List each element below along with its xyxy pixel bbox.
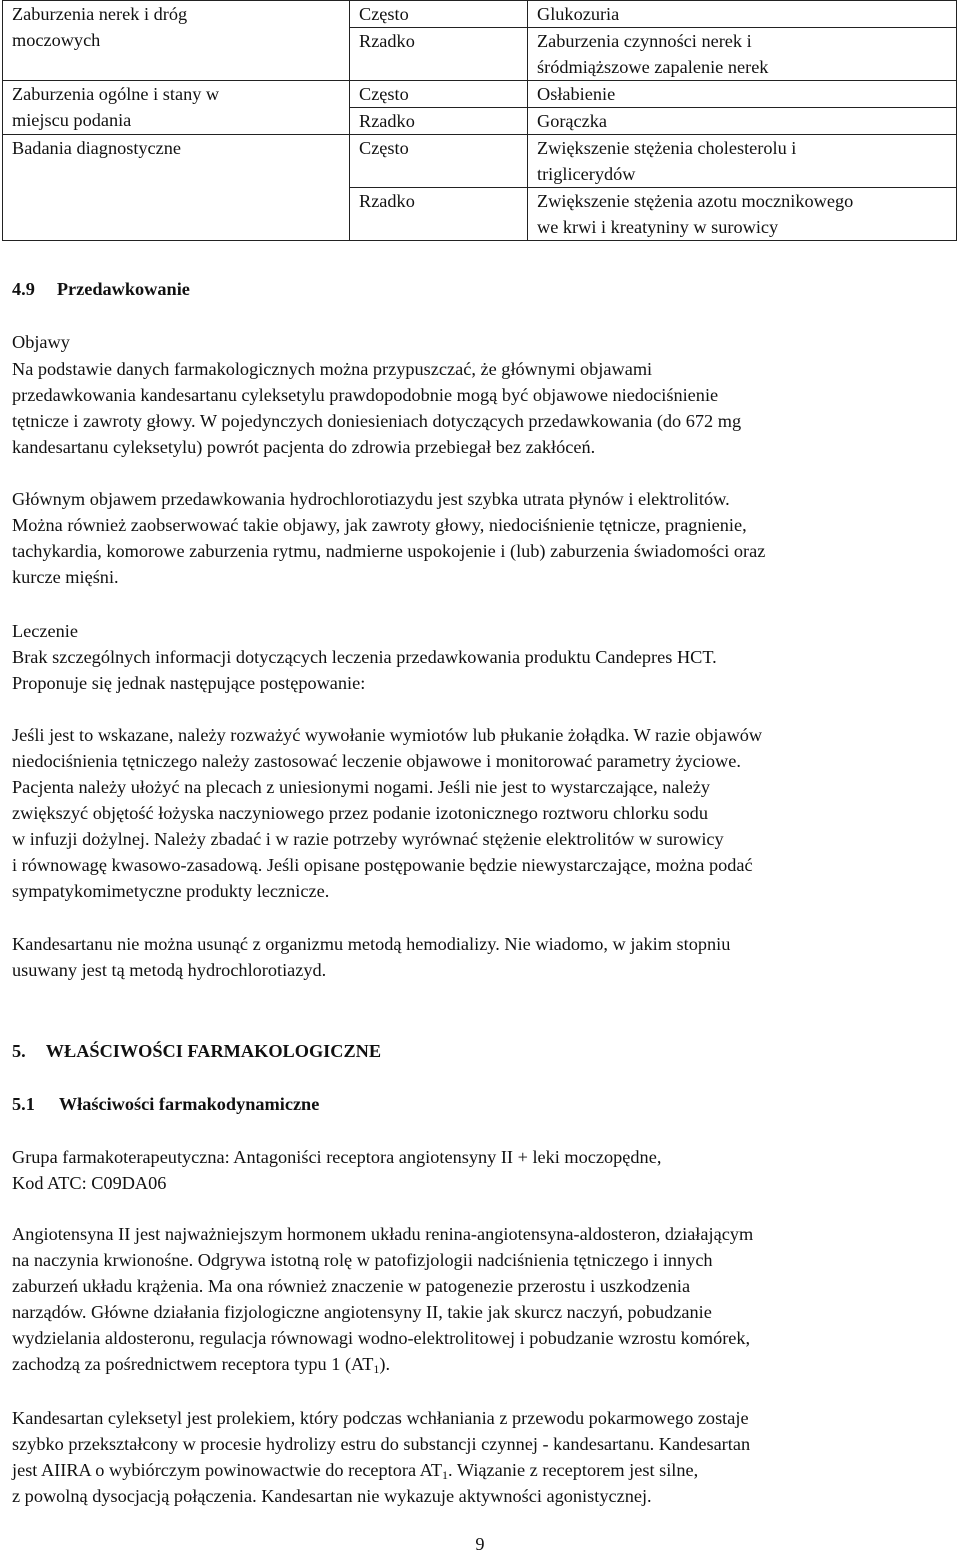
frequency-cell: Często	[350, 1, 528, 28]
system-cell: Zaburzenia nerek i dróg moczowych	[3, 1, 350, 81]
objawy-heading: Objawy	[12, 332, 70, 352]
paragraph-line: sympatykomimetyczne produkty lecznicze.	[12, 881, 330, 901]
frequency-cell: Rzadko	[350, 28, 528, 81]
paragraph-line: w infuzji dożylnej. Należy zbadać i w razie potrzeby wyrównać stężenie elektrolitów w surowicy	[12, 829, 724, 849]
paragraph-line: usuwany jest tą metodą hydrochlorotiazyd.	[12, 960, 327, 980]
subscript: 1	[442, 1468, 449, 1482]
frequency-cell: Często	[350, 81, 528, 108]
paragraph-line: Pacjenta należy ułożyć na plecach z uniesionymi nogami. Jeśli nie jest to wystarczające, należy	[12, 777, 710, 797]
section-5-heading: 5. WŁAŚCIWOŚCI FARMAKOLOGICZNE	[12, 1041, 382, 1061]
page-number: 9	[475, 1534, 485, 1554]
table-row	[3, 1, 957, 28]
effect-cell: Glukozuria	[528, 1, 957, 28]
leczenie-heading: Leczenie	[12, 621, 78, 641]
effect-cell: Zwiększenie stężenia cholesterolu i triglicerydów	[528, 135, 957, 188]
paragraph-line: tętnicze i zawroty głowy. W pojedynczych doniesieniach dotyczących przedawkowania (do 672 mg	[12, 411, 742, 431]
system-cell: Zaburzenia ogólne i stany w miejscu podania	[3, 81, 350, 135]
paragraph-line: zaburzeń układu krążenia. Ma ona również znaczenie w patogenezie przerostu i uszkodzenia	[12, 1276, 691, 1296]
paragraph-line: Grupa farmakoterapeutyczna: Antagoniści receptora angiotensyny II + leki moczopędne,	[12, 1147, 662, 1167]
paragraph-line: niedociśnienia tętniczego należy zastosować leczenie objawowe i monitorować parametry życiowe.	[12, 751, 741, 771]
paragraph-line: Kandesartanu nie można usunąć z organizmu metodą hemodializy. Nie wiadomo, w jakim stopniu	[12, 934, 731, 954]
effect-cell: Zwiększenie stężenia azotu mocznikowego we krwi i kreatyniny w surowicy	[528, 188, 957, 241]
paragraph-line: Jeśli jest to wskazane, należy rozważyć wywołanie wymiotów lub płukanie żołądka. W razie objawów	[12, 725, 763, 745]
paragraph-line: przedawkowania kandesartanu cyleksetylu prawdopodobnie mogą być objawowe niedociśnienie	[12, 385, 719, 405]
paragraph-line: zwiększyć objętość łożyska naczyniowego przez podanie izotonicznego roztworu chlorku sodu	[12, 803, 708, 823]
effect-cell: Gorączka	[528, 108, 957, 135]
paragraph-line: z powolną dysocjacją połączenia. Kandesartan nie wykazuje aktywności agonistycznej.	[12, 1486, 652, 1506]
table-row	[3, 81, 957, 108]
section-5-1-heading: 5.1 Właściwości farmakodynamiczne	[12, 1094, 320, 1114]
frequency-cell: Rzadko	[350, 188, 528, 241]
paragraph-line: wydzielania aldosteronu, regulacja równowagi wodno-elektrolitowej i pobudzanie wzrostu komórek,	[12, 1328, 751, 1348]
paragraph-line: Angiotensyna II jest najważniejszym hormonem układu renina-angiotensyna-aldosteron, działającym	[12, 1224, 754, 1244]
paragraph-line: Na podstawie danych farmakologicznych można przypuszczać, że głównymi objawami	[12, 359, 653, 379]
paragraph-line: tachykardia, komorowe zaburzenia rytmu, nadmierne uspokojenie i (lub) zaburzenia świadomości oraz	[12, 541, 766, 561]
table-row	[3, 135, 957, 188]
frequency-cell: Rzadko	[350, 108, 528, 135]
paragraph-line: jest AIIRA o wybiórczym powinowactwie do receptora $AT_1$. Wiązanie z receptorem jest silne,	[12, 1460, 699, 1482]
system-cell: Badania diagnostyczne	[3, 135, 350, 241]
adverse-effects-table	[2, 0, 957, 241]
paragraph-line: Głównym objawem przedawkowania hydrochlorotiazydu jest szybka utrata płynów i elektrolitów.	[12, 489, 730, 509]
paragraph-line: Brak szczególnych informacji dotyczących leczenia przedawkowania produktu Candepres HCT.	[12, 647, 717, 667]
paragraph-line: narządów. Główne działania fizjologiczne angiotensyny II, takie jak skurcz naczyń, pobudzanie	[12, 1302, 712, 1322]
paragraph-line: i równowagę kwasowo-zasadową. Jeśli opisane postępowanie będzie niewystarczające, można podać	[12, 855, 753, 875]
effect-cell: Zaburzenia czynności nerek i śródmiąższowe zapalenie nerek	[528, 28, 957, 81]
paragraph-line: kandesartanu cyleksetylu) powrót pacjenta do zdrowia przebiegał bez zakłóceń.	[12, 437, 596, 457]
paragraph-line: Proponuje się jednak następujące postępowanie:	[12, 673, 366, 693]
paragraph-line: szybko przekształcony w procesie hydrolizy estru do substancji czynnej - kandesartanu. Kandesartan	[12, 1434, 751, 1454]
paragraph-line: kurcze mięśni.	[12, 567, 119, 587]
paragraph-line: Można również zaobserwować takie objawy, jak zawroty głowy, niedociśnienie tętnicze, pragnienie,	[12, 515, 747, 535]
effect-cell: Osłabienie	[528, 81, 957, 108]
paragraph-line: na naczynia krwionośne. Odgrywa istotną rolę w patofizjologii nadciśnienia tętniczego i innych	[12, 1250, 713, 1270]
paragraph-line: Kandesartan cyleksetyl jest prolekiem, który podczas wchłaniania z przewodu pokarmowego zostaje	[12, 1408, 749, 1428]
section-4-9-heading: 4.9 Przedawkowanie	[12, 279, 190, 299]
subscript: 1	[373, 1362, 380, 1376]
paragraph-line: zachodzą za pośrednictwem receptora typu 1 $(AT_1)$.	[12, 1354, 391, 1376]
frequency-cell: Często	[350, 135, 528, 188]
paragraph-line: Kod ATC: C09DA06	[12, 1173, 167, 1193]
